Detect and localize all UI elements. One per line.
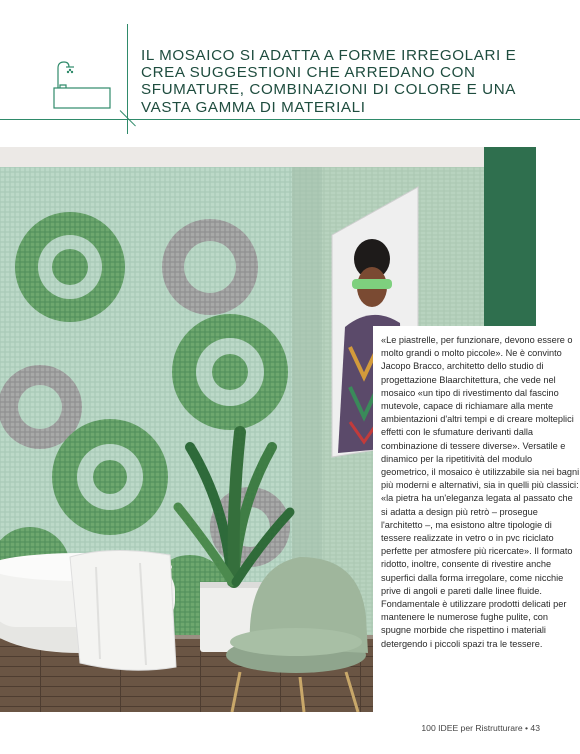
header-rule-horizontal: [0, 119, 580, 120]
bathtub-icon: [50, 58, 112, 112]
article-textbox: [373, 326, 580, 716]
article-body: «Le piastrelle, per funzionare, devono essere o molto grandi o molto piccole». Ne è convinto Jacopo Bracco, architetto dello studio di progettazione Blaarchitettura, che vede nel mosaico «un tipo di rivestimento dal fascino mutevole, capace di richiamare alla mente ambientazioni d'altri tempi e di creare molteplici effetti con le sfumature derivanti dalla combinazione di tessere diverse». Versatile e dinamico per la ripetitività del modulo geometrico, il mosaico è utilizzabile sia nei bagni più moderni e alternativi, sia in quelli più classici: «la pietra ha un'eleganza legata al passato che si adatta a design più retrò – prosegue l'architetto –, ma esistono altre tipologie di tessere realizzate in vetro o in pvc riciclato perfette per atmosfere più ricercate». Il formato ridotto, inoltre, consente di rivestire anche superfici dalla forma irregolare, come nicchie prive di angoli e pareti dalle linee fluide. Fondamentale è utilizzare prodotti delicati per mantenere le numerose fughe pulite, con spugne morbide che rispettino i materiali detergendo i piccoli spazi tra le tessere.: [381, 335, 580, 649]
page-folio: 100 IDEE per Ristrutturare • 43: [421, 723, 540, 733]
page-headline: IL MOSAICO SI ADATTA A FORME IRREGOLARI E CREA SUGGESTIONI CHE ARREDANO CON SFUMATURE, COMBINAZIONI DI COLORE E UNA VASTA GAMMA DI MATERIALI: [141, 47, 517, 116]
